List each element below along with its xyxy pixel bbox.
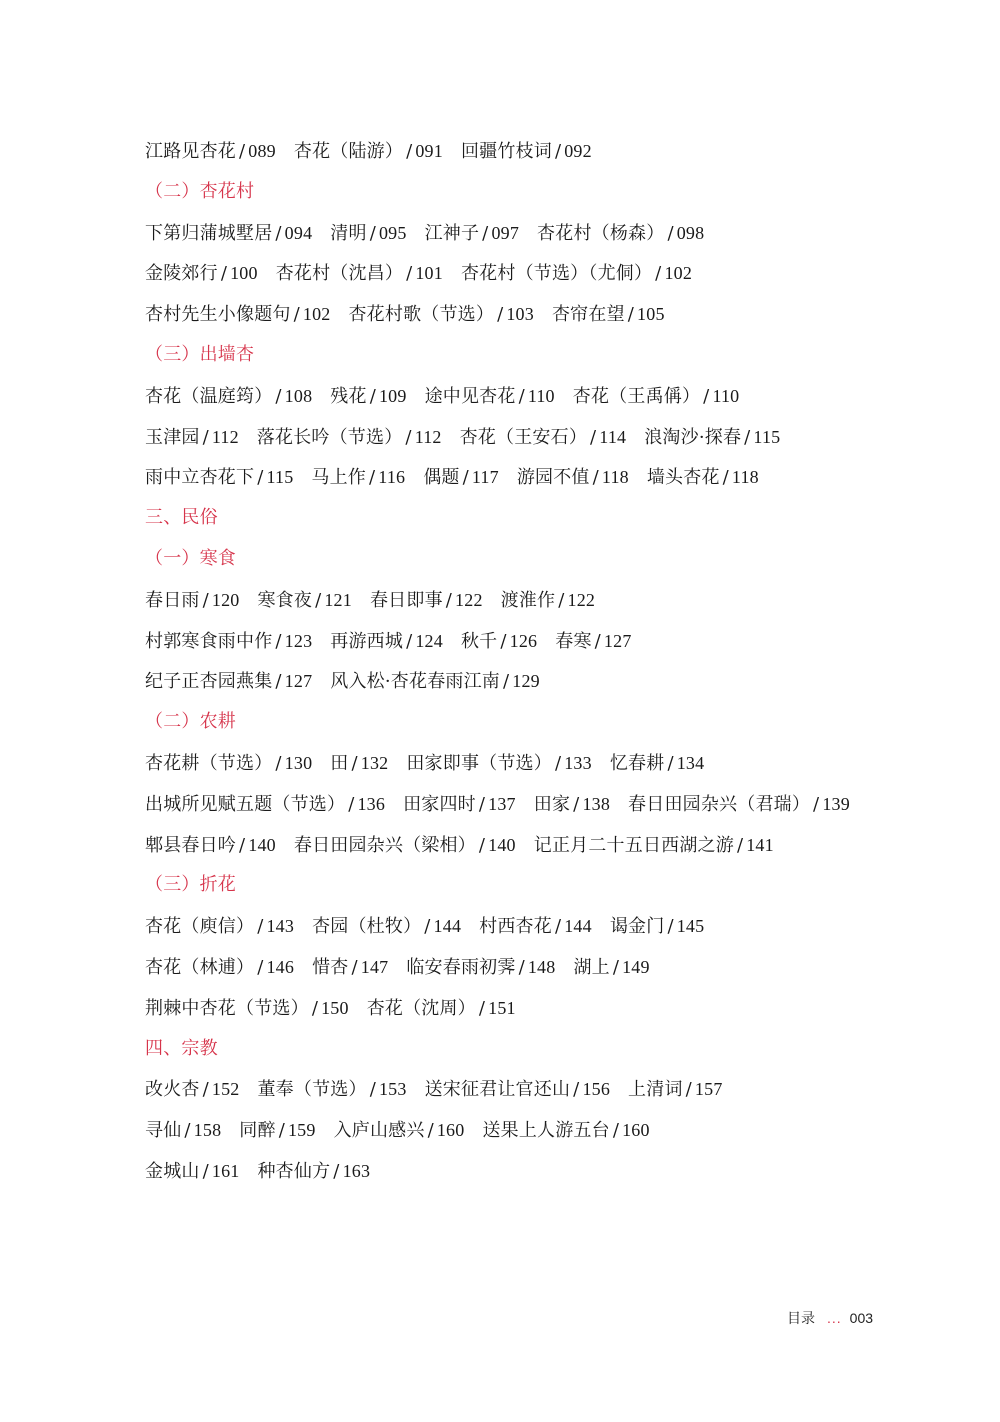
entry-separator: / [369, 467, 376, 489]
entry-title: 寻仙 [145, 1120, 182, 1142]
entry-page-number: 150 [321, 997, 349, 1018]
page-number: 003 [849, 1310, 874, 1326]
entry-separator: / [482, 222, 489, 244]
entry-separator: / [293, 304, 300, 326]
entry-page-number: 115 [266, 467, 294, 488]
entry-page-number: 105 [637, 304, 665, 325]
entry-separator: / [503, 671, 510, 693]
entry-title: 杏花耕（节选） [145, 752, 273, 774]
entry-page-number: 118 [731, 467, 759, 488]
toc-entry [145, 131, 276, 173]
entry-title: 春日田园杂兴（君瑞） [628, 793, 811, 815]
entry-title: 江路见杏花 [145, 141, 236, 162]
entry-separator: / [278, 1120, 285, 1142]
toc-entry [330, 376, 406, 418]
entry-separator: / [406, 630, 413, 652]
entry-title: 记正月二十五日西湖之游 [533, 834, 734, 856]
toc-entry [537, 213, 704, 255]
entry-page-number: 161 [211, 1160, 240, 1181]
toc-entry [479, 906, 592, 948]
entry-page-number: 130 [284, 752, 313, 773]
entry-title: 游园不值 [516, 467, 590, 489]
entry-title: 杏花（陆游） [293, 141, 404, 162]
entry-title: 送果上人游五台 [482, 1120, 610, 1142]
entry-separator: / [445, 589, 453, 611]
entry-title: 偶题 [423, 467, 460, 489]
entry-separator: / [369, 222, 376, 244]
toc-entry [406, 743, 591, 785]
entry-page-number: 145 [676, 916, 705, 937]
entry-separator: / [220, 263, 228, 285]
entry-separator: / [558, 589, 565, 611]
entry-title: 江神子 [424, 222, 480, 244]
toc-entry [610, 906, 704, 948]
entry-separator: / [405, 426, 412, 448]
toc-line [145, 661, 945, 702]
entry-title: 杏花（王安石） [459, 426, 588, 448]
toc-entry [145, 1069, 239, 1111]
footer-label: 目录 [787, 1310, 815, 1326]
entry-title: 临安春雨初霁 [406, 956, 516, 978]
entry-title: 惜杏 [312, 956, 349, 978]
section-heading: 四、宗教 [145, 1037, 218, 1059]
entry-page-number: 159 [287, 1120, 316, 1141]
entry-page-number: 103 [506, 304, 534, 325]
entry-page-number: 110 [527, 385, 555, 406]
entry-separator: / [736, 834, 744, 856]
entry-title: 杏花村（沈昌） [275, 263, 404, 285]
entry-separator: / [497, 304, 504, 326]
toc-entry [367, 988, 516, 1030]
entry-separator: / [184, 1120, 191, 1142]
entry-title: 种杏仙方 [257, 1160, 331, 1182]
entry-page-number: 120 [211, 589, 240, 610]
entry-title: 回疆竹枝词 [460, 141, 552, 162]
entry-page-number: 092 [564, 141, 592, 161]
section-heading: （二）农耕 [145, 711, 236, 733]
toc-entry [145, 417, 239, 459]
toc-entry [461, 253, 692, 295]
entry-page-number: 112 [211, 426, 239, 447]
toc-entry [145, 294, 330, 336]
entry-separator: / [275, 630, 282, 652]
entry-title: 杏园（杜牧） [312, 916, 422, 938]
entry-page-number: 116 [378, 467, 406, 488]
entry-title: 湖上 [573, 956, 610, 978]
entry-title: 春日田园杂兴（梁相） [293, 834, 476, 856]
toc-entry [145, 376, 312, 418]
entry-page-number: 157 [694, 1079, 723, 1100]
toc-entry [461, 131, 592, 173]
entry-title: 村西杏花 [479, 916, 552, 938]
entry-page-number: 149 [622, 956, 650, 977]
toc-entry [257, 1069, 406, 1111]
entry-page-number: 127 [284, 671, 313, 692]
entry-separator: / [257, 916, 264, 938]
entry-separator: / [594, 630, 601, 652]
entry-page-number: 152 [211, 1079, 240, 1100]
entry-page-number: 126 [509, 630, 538, 651]
entry-separator: / [351, 956, 358, 978]
entry-page-number: 134 [676, 752, 705, 773]
entry-separator: / [333, 1160, 340, 1182]
footer-dots: ... [827, 1310, 842, 1326]
entry-separator: / [257, 467, 264, 489]
entry-separator: / [369, 1079, 376, 1101]
toc-entry [423, 457, 499, 499]
entry-separator: / [612, 956, 620, 978]
toc-entry [312, 947, 388, 989]
entry-separator: / [406, 141, 413, 162]
entry-page-number: 102 [664, 263, 693, 284]
entry-title: 田家即事（节选） [406, 752, 552, 774]
toc-line [145, 1069, 945, 1110]
toc-line [145, 906, 945, 947]
entry-page-number: 146 [266, 956, 295, 977]
entry-separator: / [424, 916, 431, 938]
entry-page-number: 101 [415, 263, 443, 284]
entry-title: 春日即事 [369, 589, 443, 611]
entry-separator: / [202, 1160, 209, 1182]
toc-entry [461, 621, 537, 663]
toc-entry [145, 457, 293, 499]
entry-title: 忆春耕 [609, 752, 665, 774]
entry-separator: / [315, 589, 322, 611]
toc-entry [647, 457, 759, 499]
entry-page-number: 095 [378, 222, 407, 243]
entry-separator: / [667, 222, 674, 244]
entry-separator: / [813, 793, 820, 815]
entry-page-number: 127 [603, 630, 632, 651]
toc-entry [330, 661, 540, 703]
entry-page-number: 151 [488, 997, 516, 1018]
entry-page-number: 122 [567, 589, 596, 610]
toc-entry [644, 417, 780, 459]
entry-title: 杏花（王禹偁） [572, 385, 701, 407]
entry-page-number: 140 [248, 834, 276, 855]
entry-title: 途中见杏花 [424, 385, 516, 407]
entry-separator: / [239, 834, 246, 856]
entry-separator: / [369, 385, 376, 407]
entry-title: 玉津园 [145, 426, 200, 448]
toc-entry [311, 457, 405, 499]
entry-title: 送宋征君让官还山 [424, 1079, 571, 1101]
entry-title: 村郭寒食雨中作 [145, 630, 273, 652]
toc-entry [330, 621, 443, 663]
toc-line [145, 743, 945, 784]
entry-page-number: 132 [360, 752, 389, 773]
entry-title: 残花 [330, 385, 367, 407]
entry-page-number: 129 [512, 671, 540, 692]
toc-line [145, 457, 945, 498]
toc-entry [334, 1110, 465, 1152]
toc-entry [294, 825, 516, 867]
toc-entry [348, 294, 533, 336]
toc-entry [294, 131, 443, 173]
toc-entry [145, 1110, 221, 1152]
entry-title: 墙头杏花 [646, 467, 720, 489]
toc-entry [460, 417, 627, 459]
entry-separator: / [518, 956, 525, 978]
section-heading: 三、民俗 [145, 507, 218, 529]
toc-line [145, 294, 945, 335]
toc-entry [425, 213, 519, 255]
toc-entry [257, 580, 351, 622]
entry-separator: / [275, 385, 282, 407]
entry-title: 金城山 [145, 1160, 200, 1182]
entry-title: 清明 [330, 222, 367, 244]
toc-line [145, 253, 945, 294]
entry-title: 出城所见赋五题（节选） [145, 793, 346, 815]
toc-entry [145, 988, 349, 1030]
toc-entry [628, 1069, 722, 1111]
entry-title: 郫县春日吟 [145, 834, 236, 856]
entry-title: 荆棘中杏花（节选） [145, 997, 309, 1019]
toc-line [145, 621, 945, 662]
entry-separator: / [655, 263, 662, 285]
entry-separator: / [478, 997, 486, 1019]
entry-page-number: 122 [455, 589, 483, 610]
toc-entry [257, 417, 442, 459]
entry-separator: / [627, 304, 635, 326]
entry-page-number: 144 [564, 916, 592, 937]
entry-page-number: 137 [488, 793, 516, 814]
entry-separator: / [518, 385, 525, 407]
toc-entry [534, 784, 610, 826]
toc-entry [145, 580, 239, 622]
toc-entry [145, 906, 294, 948]
entry-title: 田家 [533, 793, 571, 815]
entry-title: 同醉 [239, 1120, 276, 1142]
entry-page-number: 141 [746, 834, 774, 855]
entry-title: 春寒 [555, 630, 592, 652]
entry-separator: / [275, 671, 282, 693]
toc-entry [501, 580, 595, 622]
entry-separator: / [500, 630, 507, 652]
entry-page-number: 100 [230, 263, 258, 284]
toc-entry [145, 743, 312, 785]
toc-line [145, 825, 945, 866]
entry-title: 杏花（沈周） [366, 997, 476, 1019]
entry-separator: / [590, 426, 597, 448]
entry-page-number: 153 [378, 1079, 407, 1100]
toc-entry [534, 825, 774, 867]
entry-separator: / [573, 1079, 580, 1101]
toc-entry [517, 457, 629, 499]
section-heading: （三）折花 [145, 874, 236, 896]
entry-page-number: 156 [582, 1079, 611, 1100]
entry-page-number: 115 [753, 426, 781, 447]
entry-page-number: 094 [284, 222, 313, 243]
entry-separator: / [406, 263, 413, 285]
toc-entry [145, 947, 294, 989]
entry-page-number: 139 [822, 793, 850, 814]
entry-separator: / [554, 141, 562, 162]
entry-separator: / [202, 589, 209, 611]
entry-title: 马上作 [311, 467, 367, 489]
toc-entry [239, 1110, 315, 1152]
entry-page-number: 160 [622, 1120, 650, 1141]
entry-page-number: 114 [599, 426, 627, 447]
entry-title: 入庐山感兴 [333, 1120, 425, 1142]
toc-entry [482, 1110, 649, 1152]
entry-separator: / [612, 1120, 620, 1142]
entry-separator: / [478, 793, 486, 815]
toc-entry [330, 213, 406, 255]
entry-separator: / [348, 793, 355, 815]
entry-title: 杏花（庾信） [145, 916, 255, 938]
entry-page-number: 097 [491, 222, 520, 243]
toc-line [145, 376, 945, 417]
entry-separator: / [257, 956, 264, 978]
entry-title: 田家四时 [403, 793, 476, 815]
entry-page-number: 091 [415, 141, 443, 161]
table-of-contents [145, 131, 945, 1192]
entry-page-number: 158 [193, 1120, 222, 1141]
toc-entry [403, 784, 516, 826]
entry-page-number: 118 [601, 467, 629, 488]
entry-title: 杏花村（节选）（尤侗） [460, 263, 653, 285]
toc-line [145, 417, 945, 458]
section-heading: （三）出墙杏 [145, 343, 255, 365]
entry-title: 下第归蒲城墅居 [145, 222, 273, 244]
toc-line [145, 580, 945, 621]
toc-entry [145, 661, 312, 703]
entry-separator: / [744, 426, 751, 448]
section-heading: （二）杏花村 [145, 180, 255, 202]
toc-line [145, 1151, 945, 1192]
toc-entry [425, 1069, 610, 1111]
entry-separator: / [554, 752, 562, 774]
entry-title: 金陵郊行 [145, 263, 218, 285]
entry-title: 谒金门 [609, 916, 665, 938]
toc-entry [555, 621, 631, 663]
entry-separator: / [478, 834, 486, 856]
toc-entry [610, 743, 704, 785]
entry-page-number: 140 [488, 834, 516, 855]
toc-entry [552, 294, 665, 336]
entry-title: 渡淮作 [500, 589, 556, 611]
entry-title: 上清词 [628, 1079, 683, 1101]
entry-title: 雨中立杏花下 [145, 467, 255, 489]
entry-separator: / [592, 467, 599, 489]
entry-page-number: 098 [676, 222, 705, 243]
toc-entry [145, 253, 258, 295]
toc-line [145, 1110, 945, 1151]
entry-title: 董奉（节选） [257, 1079, 367, 1101]
entry-separator: / [667, 916, 674, 938]
toc-line [145, 988, 945, 1029]
entry-separator: / [311, 997, 319, 1019]
entry-separator: / [202, 426, 209, 448]
entry-title: 杏花村歌（节选） [348, 304, 495, 326]
toc-line [145, 947, 945, 988]
entry-title: 改火杏 [145, 1079, 200, 1101]
entry-page-number: 163 [342, 1160, 371, 1181]
entry-title: 杏花（林逋） [145, 956, 255, 978]
toc-entry [145, 1151, 239, 1193]
toc-entry [628, 784, 850, 826]
toc-entry [312, 906, 461, 948]
entry-separator: / [202, 1079, 209, 1101]
toc-entry [145, 621, 312, 663]
entry-separator: / [667, 752, 674, 774]
entry-page-number: 108 [284, 385, 313, 406]
toc-entry [406, 947, 555, 989]
entry-title: 杏帘在望 [551, 304, 625, 326]
entry-separator: / [554, 916, 562, 938]
entry-title: 杏花（温庭筠） [145, 385, 273, 407]
toc-entry [425, 376, 555, 418]
entry-title: 落花长吟（节选） [256, 426, 403, 448]
entry-separator: / [685, 1079, 692, 1101]
entry-title: 杏花村（杨森） [537, 222, 665, 244]
entry-separator: / [703, 385, 710, 407]
entry-separator: / [351, 752, 358, 774]
entry-title: 寒食夜 [257, 589, 313, 611]
entry-title: 杏村先生小像题句 [145, 304, 291, 326]
toc-entry [573, 947, 649, 989]
entry-page-number: 144 [433, 916, 462, 937]
entry-separator: / [275, 752, 282, 774]
toc-line [145, 131, 945, 172]
entry-separator: / [722, 467, 729, 489]
toc-entry [145, 825, 276, 867]
entry-page-number: 143 [266, 916, 295, 937]
toc-line [145, 213, 945, 254]
entry-separator: / [462, 467, 469, 489]
toc-entry [145, 213, 312, 255]
entry-page-number: 124 [415, 630, 443, 651]
entry-separator: / [573, 793, 580, 815]
entry-page-number: 136 [357, 793, 386, 814]
entry-title: 秋千 [460, 630, 498, 652]
toc-entry [145, 784, 385, 826]
entry-separator: / [275, 222, 282, 244]
entry-title: 田 [330, 752, 349, 774]
entry-separator: / [427, 1120, 434, 1142]
entry-page-number: 138 [582, 793, 611, 814]
entry-page-number: 147 [360, 956, 389, 977]
entry-page-number: 133 [564, 752, 592, 773]
entry-title: 再游西城 [330, 630, 404, 652]
toc-entry [370, 580, 483, 622]
entry-title: 浪淘沙·探春 [644, 426, 742, 448]
entry-page-number: 160 [436, 1120, 465, 1141]
entry-page-number: 112 [414, 426, 442, 447]
entry-title: 纪子正杏园燕集 [145, 671, 273, 693]
toc-entry [276, 253, 443, 295]
entry-page-number: 109 [378, 385, 407, 406]
entry-title: 风入松·杏花春雨江南 [330, 671, 501, 693]
entry-page-number: 123 [284, 630, 313, 651]
toc-entry [573, 376, 740, 418]
entry-page-number: 110 [712, 385, 740, 406]
section-heading: （一）寒食 [145, 547, 236, 569]
entry-title: 春日雨 [145, 589, 200, 611]
entry-separator: / [239, 141, 246, 162]
entry-page-number: 148 [527, 956, 556, 977]
entry-page-number: 102 [302, 304, 331, 325]
entry-page-number: 121 [324, 589, 352, 610]
toc-entry [257, 1151, 370, 1193]
entry-page-number: 117 [471, 467, 499, 488]
page-footer [787, 1308, 873, 1328]
entry-page-number: 089 [248, 141, 276, 161]
toc-line [145, 784, 945, 825]
toc-entry [330, 743, 388, 785]
